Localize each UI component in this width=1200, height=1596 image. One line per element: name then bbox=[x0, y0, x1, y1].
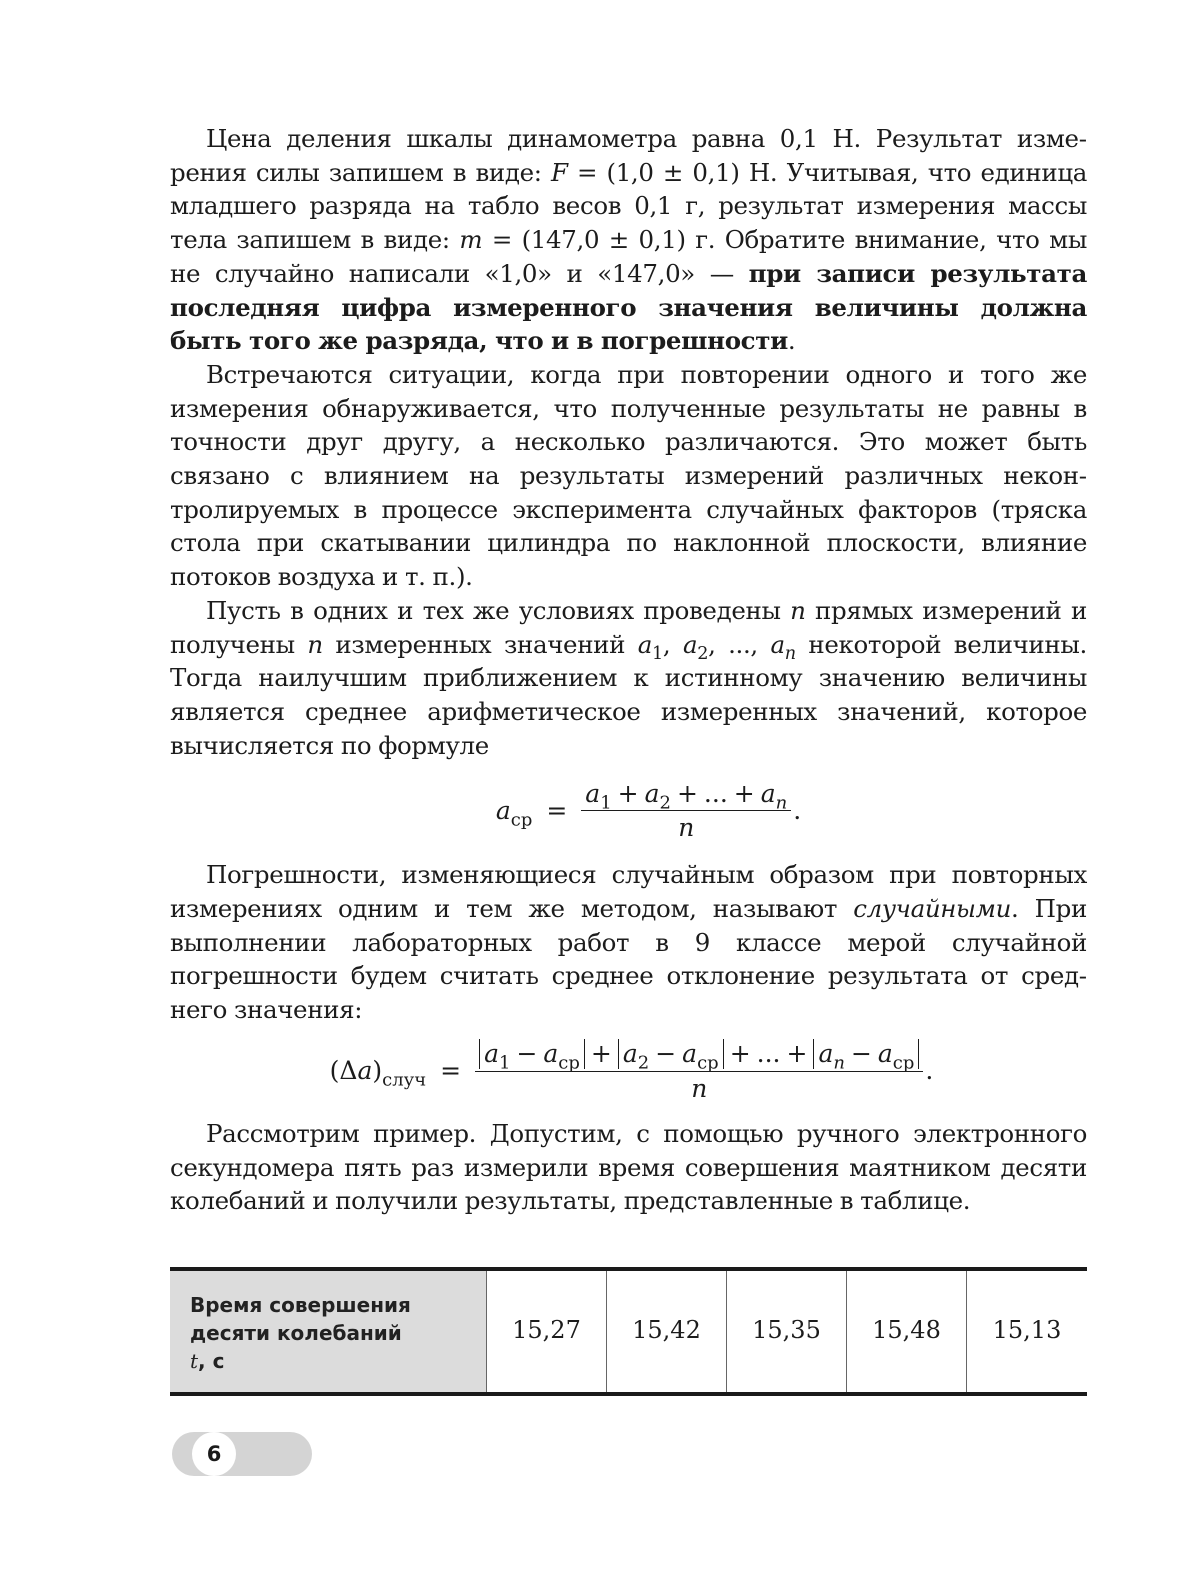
variable-n: n bbox=[790, 595, 806, 625]
period: . bbox=[925, 1056, 934, 1086]
subscript: n bbox=[833, 1052, 845, 1074]
variable-a: a bbox=[682, 629, 698, 659]
text-segment: прямых измерений и получены bbox=[170, 595, 1087, 659]
variable-F: F bbox=[551, 157, 568, 187]
variable-a: a bbox=[585, 778, 601, 808]
fraction bbox=[475, 1039, 923, 1103]
separator: , bbox=[662, 629, 683, 659]
equals-sign: = bbox=[440, 1056, 462, 1086]
variable-t: t bbox=[190, 1349, 199, 1373]
paren-close: ) bbox=[372, 1056, 383, 1086]
header-line: десяти колебаний bbox=[190, 1321, 402, 1345]
absolute-value bbox=[618, 1038, 724, 1074]
ellipsis: ... bbox=[756, 1038, 781, 1068]
fraction bbox=[581, 779, 791, 842]
text-segment: Пусть в одних и тех же условиях проведены bbox=[206, 595, 791, 625]
page-number: 6 bbox=[192, 1432, 236, 1476]
subscript: ср bbox=[558, 1052, 580, 1074]
numerator bbox=[581, 778, 791, 814]
formula-random-error bbox=[170, 1031, 1087, 1111]
table-header-cell bbox=[170, 1271, 487, 1392]
text-segment: Погрешности, изменяющиеся случайным образом при повторных измерениях одним и тем же методом, называют bbox=[170, 860, 1087, 924]
text-segment: = (147,0 ± 0,1) г. Обратите внимание, что мы не случайно написали «1,0» и «147,0» — bbox=[170, 225, 1087, 288]
variable-a: a bbox=[818, 1038, 834, 1068]
page-body bbox=[170, 122, 1087, 1218]
subscript: 1 bbox=[600, 792, 612, 814]
variable-a: a bbox=[877, 1038, 893, 1068]
numerator bbox=[475, 1039, 923, 1072]
text-segment: = (1,0 ± 0,1) Н. Учитывая, что единица младшего разряда на табло весов 0,1 г, результат измерения массы тела запишем в виде: bbox=[170, 157, 1087, 255]
equals-sign: = bbox=[546, 795, 568, 825]
plus-sign: + bbox=[590, 1038, 612, 1068]
unit: , с bbox=[198, 1349, 225, 1373]
formula-lhs bbox=[329, 1056, 427, 1091]
table-cell: 15,13 bbox=[992, 1315, 1062, 1344]
variable-a: a bbox=[637, 629, 653, 659]
subscript: 1 bbox=[652, 643, 663, 664]
text-segment: Цена деления шкалы динамометра равна 0,1 Н. Результат измерения силы запишем в виде: bbox=[170, 124, 1087, 187]
italic-term: случайными bbox=[853, 894, 1012, 924]
variable-m: m bbox=[459, 225, 483, 255]
formula-lhs bbox=[495, 795, 533, 831]
formula-arithmetic-mean bbox=[170, 770, 1087, 850]
bold-rule-text: при записи результата последняя цифра измеренного значения величины должна быть того же разряда, что и в погрешности bbox=[170, 258, 1088, 356]
subscript: ср bbox=[697, 1052, 719, 1074]
subscript: 1 bbox=[498, 1052, 511, 1074]
minus-sign: − bbox=[850, 1038, 872, 1068]
separator: , ..., bbox=[708, 629, 771, 659]
minus-sign: − bbox=[655, 1038, 677, 1068]
subscript: 2 bbox=[637, 1052, 650, 1074]
paragraph-arithmetic-mean-intro bbox=[170, 594, 1087, 763]
ellipsis: ... bbox=[703, 778, 728, 808]
plus-sign: + bbox=[729, 1038, 751, 1068]
table-cell: 15,42 bbox=[607, 1271, 727, 1392]
denominator: n bbox=[691, 1073, 708, 1103]
absolute-value bbox=[813, 1038, 919, 1074]
page-number-badge bbox=[172, 1432, 312, 1476]
text-segment: . При выполнении лабораторных работ в 9 классе мерой случайной погрешности будем считать среднее отклонение результата от среднего значения: bbox=[170, 894, 1087, 1025]
text-segment: некоторой величины. Тогда наилучшим приближением к истинному значению величины является среднее арифметическое измеренных значений, которое вычисляется по формуле bbox=[170, 629, 1087, 760]
paragraph-measurement-notation bbox=[170, 122, 1087, 358]
plus-sign: + bbox=[786, 1038, 808, 1068]
variable-a: a bbox=[770, 629, 785, 659]
absolute-value bbox=[479, 1038, 585, 1074]
plus-sign: + bbox=[617, 778, 639, 808]
variable-a: a bbox=[495, 795, 511, 825]
text-segment: . bbox=[787, 326, 796, 356]
paragraph-repeated-measurements: Встречаются ситуации, когда при повторении одного и того же измерения обнаруживается, что полученные результаты не равны в точности друг другу, а несколько различаются. Это может быть связано с влиянием на результаты измерений различных неконтролируемых в процессе эксперимента случайных факторов (тряска стола при скатывании цилиндра по наклонной плоскости, влияние потоков воздуха и т. п.). bbox=[170, 359, 1087, 592]
delta-open: (Δ bbox=[329, 1056, 358, 1086]
minus-sign: − bbox=[516, 1038, 538, 1068]
subscript: ср bbox=[510, 809, 533, 831]
subscript: 2 bbox=[697, 643, 709, 664]
header-line-unit bbox=[190, 1347, 486, 1375]
paragraph-example: Рассмотрим пример. Допустим, с помощью ручного электронного секундомера пять раз измерили время совершения маятником десяти колебаний и получили результаты, представленные в таблице. bbox=[170, 1118, 1087, 1216]
table-cell: 15,35 bbox=[727, 1271, 847, 1392]
table-cell: 15,48 bbox=[847, 1271, 967, 1392]
subscript: случ bbox=[382, 1069, 427, 1091]
subscript: ср bbox=[892, 1052, 915, 1074]
header-line: Время совершения bbox=[190, 1293, 411, 1317]
subscript: n bbox=[775, 792, 788, 814]
variable-a: a bbox=[484, 1038, 499, 1068]
period: . bbox=[793, 795, 802, 825]
plus-sign: + bbox=[733, 778, 755, 808]
subscript: 2 bbox=[659, 792, 671, 814]
paragraph-random-errors bbox=[170, 858, 1087, 1027]
table-cell: 15,27 bbox=[487, 1271, 607, 1392]
variable-n: n bbox=[307, 629, 323, 659]
text-segment: измеренных значений bbox=[322, 629, 638, 659]
variable-a: a bbox=[543, 1038, 559, 1068]
variable-a: a bbox=[760, 778, 776, 808]
measurements-table bbox=[170, 1267, 1087, 1396]
denominator: n bbox=[678, 812, 695, 842]
subscript: n bbox=[784, 643, 796, 664]
variable-a: a bbox=[644, 778, 660, 808]
variable-a: a bbox=[357, 1056, 373, 1086]
variable-a: a bbox=[622, 1038, 638, 1068]
plus-sign: + bbox=[676, 778, 698, 808]
variable-a: a bbox=[682, 1038, 698, 1068]
